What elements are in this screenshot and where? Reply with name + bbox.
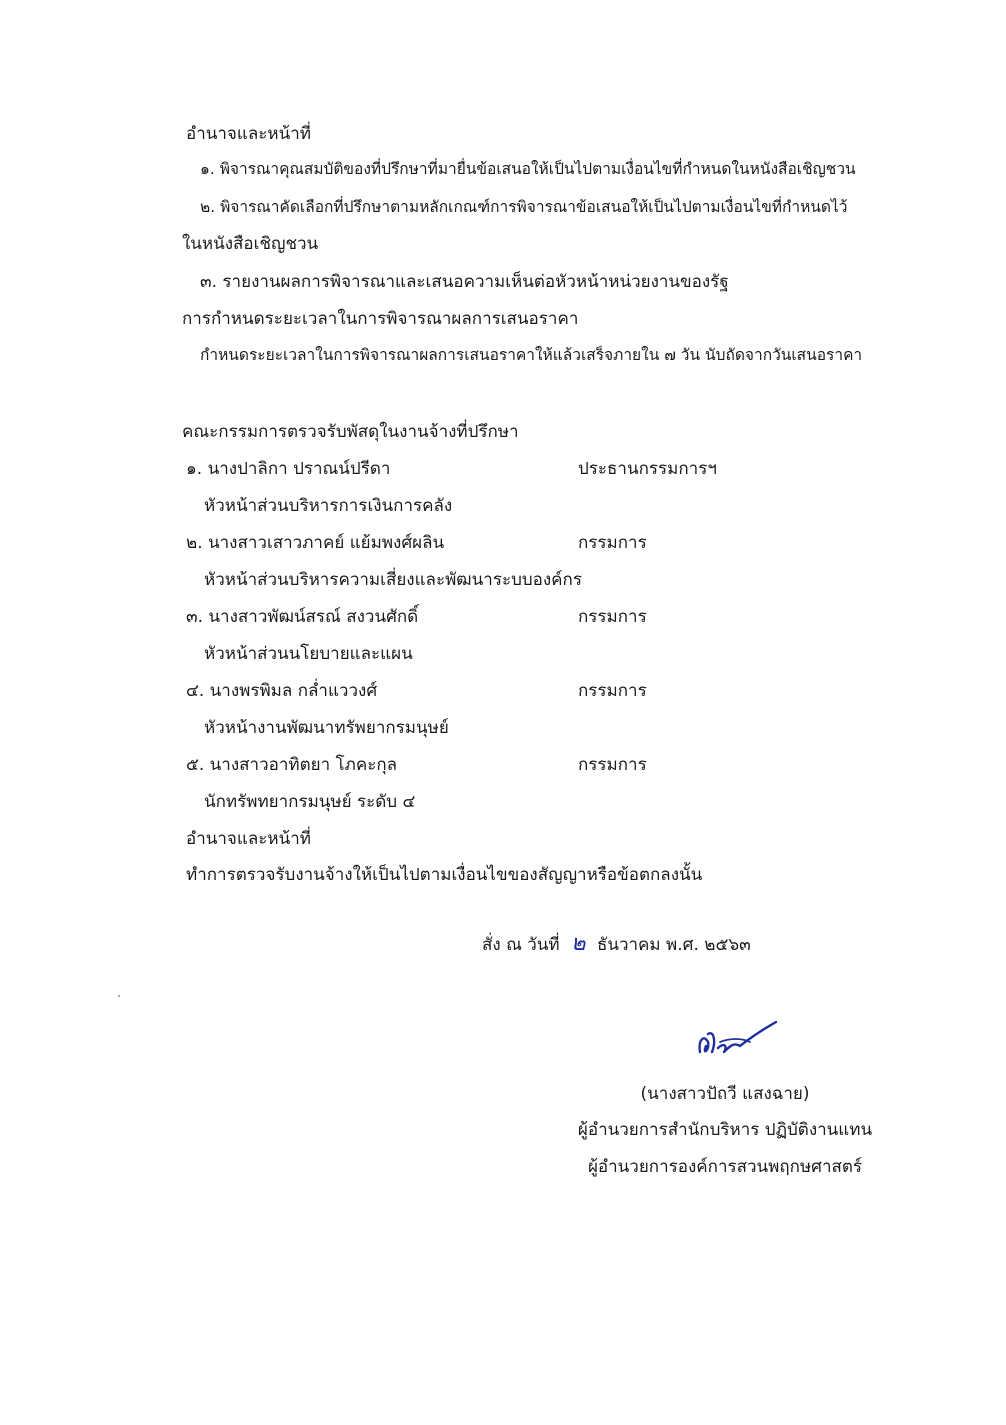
member-role: กรรมการ	[578, 533, 647, 553]
member-name: ๔. นางพรพิมล กล่ำแววงศ์	[186, 681, 378, 701]
duty-item-2-line-2: ในหนังสือเชิญชวน	[182, 234, 319, 254]
member-role: กรรมการ	[578, 681, 647, 701]
signer-name: (นางสาวปัถวี แสงฉาย)	[640, 1084, 810, 1104]
duties-heading-2: อำนาจและหน้าที่	[186, 829, 311, 849]
member-role: กรรมการ	[578, 607, 647, 627]
signer-title-1: ผู้อำนวยการสำนักบริหาร ปฏิบัติงานแทน	[577, 1120, 873, 1140]
timeline-text: กำหนดระยะเวลาในการพิจารณาผลการเสนอราคาให้แล้วเสร็จภายใน ๗ วัน นับถัดจากวันเสนอราคา	[200, 346, 863, 364]
member-name: ๑. นางปาลิกา ปราณน์ปรีดา	[186, 459, 391, 479]
member-position: หัวหน้าส่วนบริหารความเสี่ยงและพัฒนาระบบองค์กร	[204, 570, 582, 590]
member-name: ๒. นางสาวเสาวภาคย์ แย้มพงศ์ผลิน	[186, 533, 445, 553]
timeline-heading: การกำหนดระยะเวลาในการพิจารณาผลการเสนอราคา	[182, 309, 579, 329]
member-name: ๓. นางสาวพัฒน์สรณ์ สงวนศักดิ์	[186, 607, 419, 627]
duty-item-1: ๑. พิจารณาคุณสมบัติของที่ปรึกษาที่มายื่นข้อเสนอให้เป็นไปตามเงื่อนไขที่กำหนดในหนังสือเชิญชวน	[200, 160, 856, 178]
duties-heading-1: อำนาจและหน้าที่	[186, 124, 311, 144]
scan-speck	[118, 995, 120, 997]
order-date-prefix: สั่ง ณ วันที่	[482, 935, 560, 955]
inspection-duty: ทำการตรวจรับงานจ้างให้เป็นไปตามเงื่อนไขของสัญญาหรือข้อตกลงนั้น	[186, 865, 703, 885]
member-role: ประธานกรรมการฯ	[578, 459, 717, 479]
member-position: นักทรัพทยากรมนุษย์ ระดับ ๔	[204, 792, 416, 812]
duty-item-3: ๓. รายงานผลการพิจารณาและเสนอความเห็นต่อหัวหน้าหน่วยงานของรัฐ	[200, 272, 729, 292]
member-position: หัวหน้าส่วนนโยบายและแผน	[204, 644, 413, 664]
member-role: กรรมการ	[578, 755, 647, 775]
order-date-suffix: ธันวาคม พ.ศ. ๒๕๖๓	[596, 935, 751, 955]
order-date-day: ๒	[571, 931, 586, 956]
duty-item-2-line-1: ๒. พิจารณาคัดเลือกที่ปรึกษาตามหลักเกณฑ์การพิจารณาข้อเสนอให้เป็นไปตามเงื่อนไขที่กำหนดไว้	[200, 198, 848, 216]
signature-mark	[690, 1012, 790, 1072]
member-position: หัวหน้างานพัฒนาทรัพยากรมนุษย์	[204, 718, 449, 738]
signer-title-2: ผู้อำนวยการองค์การสวนพฤกษศาสตร์	[587, 1157, 863, 1177]
committee-heading: คณะกรรมการตรวจรับพัสดุในงานจ้างที่ปรึกษา	[182, 422, 519, 442]
order-date-line	[482, 932, 751, 957]
member-name: ๕. นางสาวอาทิตยา โภคะกุล	[186, 755, 398, 775]
member-position: หัวหน้าส่วนบริหารการเงินการคลัง	[204, 496, 453, 516]
